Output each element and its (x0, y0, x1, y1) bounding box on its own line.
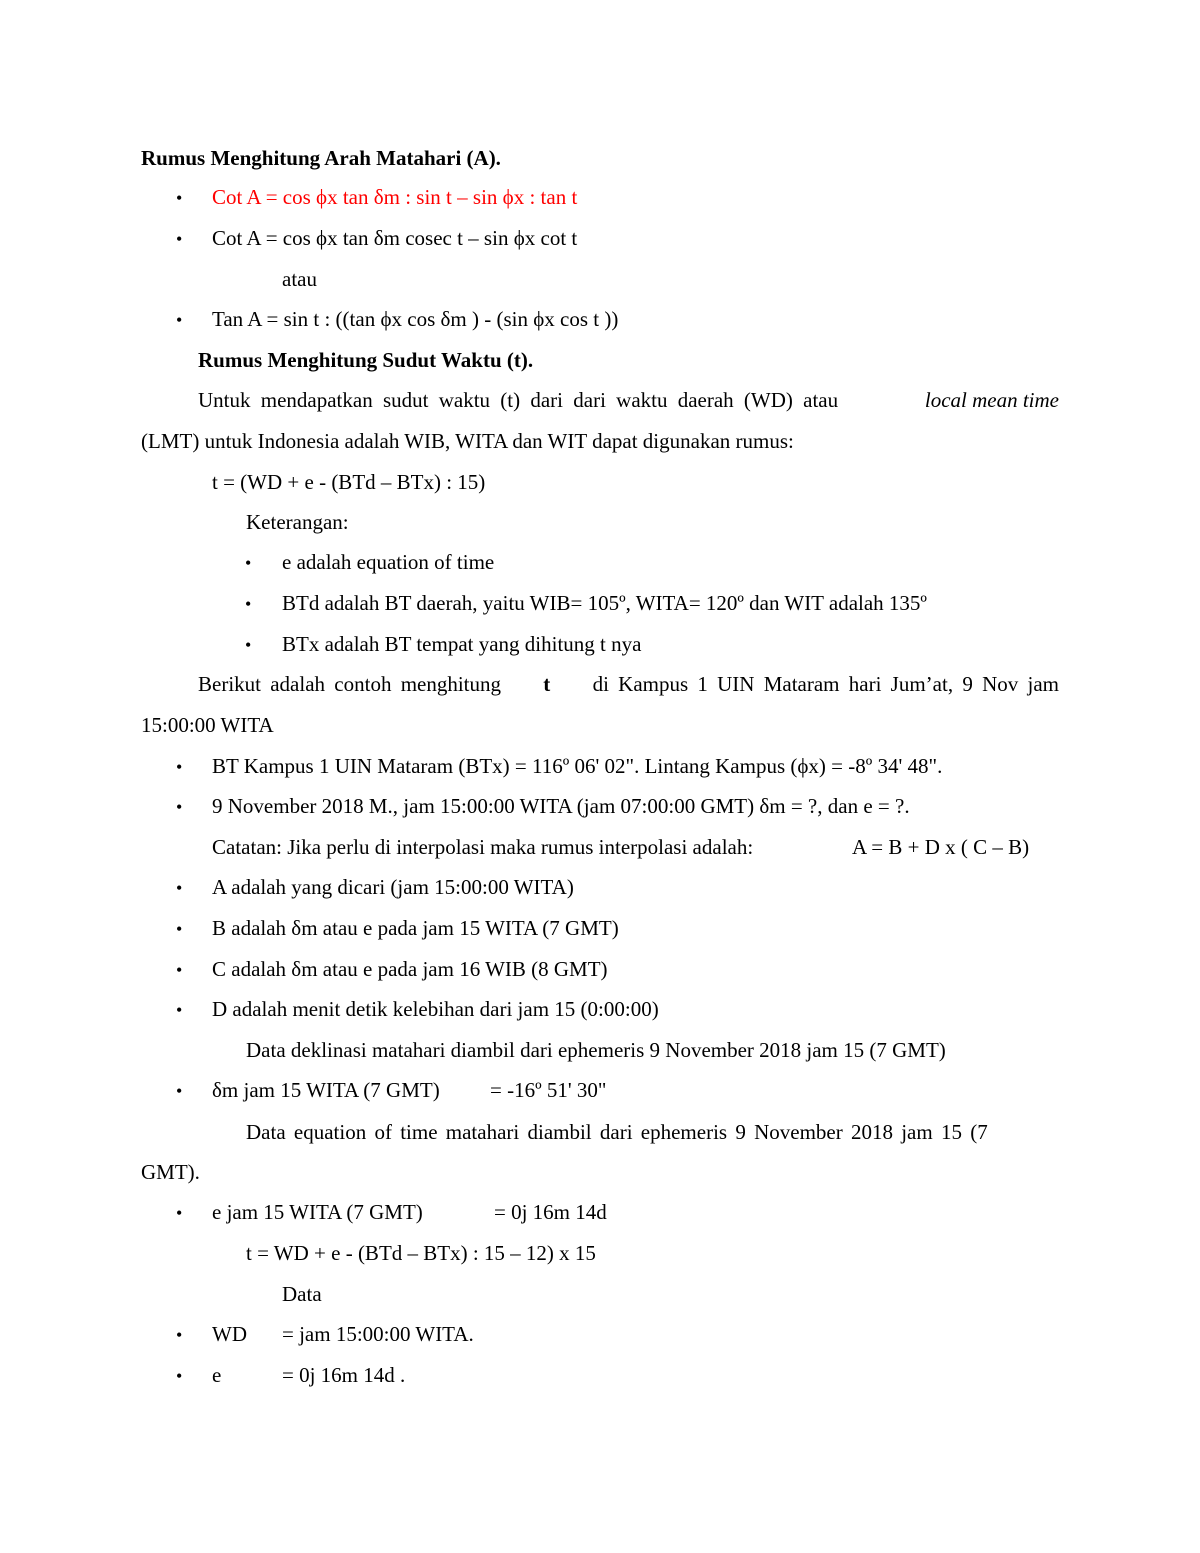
example-line-2: 15:00:00 WITA (141, 713, 274, 737)
note-item: e adalah equation of time (282, 550, 495, 574)
formula-cot-a-cosec: Cot A = cos ϕx tan δm cosec t – sin ϕx cot t (212, 226, 578, 250)
intro-line-1-text: Untuk mendapatkan sudut waktu (t) dari dari waktu daerah (WD) atau (198, 388, 839, 412)
def-item: B adalah δm atau e pada jam 15 WITA (7 GMT) (212, 916, 619, 940)
example-line-1 (198, 671, 1059, 697)
section-a-title: Rumus Menghitung Arah Matahari (A). (141, 146, 501, 170)
deklinasi-note: Data deklinasi matahari diambil dari ephemeris 9 November 2018 jam 15 (7 GMT) (246, 1038, 946, 1062)
bullet-icon: • (245, 635, 252, 655)
bullet-icon: • (176, 960, 183, 980)
bullet-icon: • (176, 310, 183, 330)
section-t-title: Rumus Menghitung Sudut Waktu (t). (198, 348, 534, 372)
data-label: Data (282, 1282, 322, 1306)
def-item: A adalah yang dicari (jam 15:00:00 WITA) (212, 875, 574, 899)
wd-label: WD (212, 1322, 247, 1346)
bullet-icon: • (176, 1081, 183, 1101)
wd-value: = jam 15:00:00 WITA. (282, 1322, 474, 1346)
intro-line-1-italic: local mean time (924, 388, 1059, 412)
bullet-icon: • (176, 1325, 183, 1345)
e2-label: e (212, 1363, 222, 1387)
keterangan-label: Keterangan: (246, 510, 349, 534)
dm-label: δm jam 15 WITA (7 GMT) (212, 1078, 440, 1102)
bullet-icon: • (176, 757, 183, 777)
interpolation-formula: A = B + D x ( C – B) (852, 835, 1030, 859)
dm-value: = -16º 51' 30" (490, 1078, 607, 1102)
bullet-icon: • (176, 188, 183, 208)
bullet-icon: • (176, 1203, 183, 1223)
formula-t: t = (WD + e - (BTd – BTx) : 15) (212, 470, 486, 494)
bullet-icon: • (176, 797, 183, 817)
bt-kampus-line: BT Kampus 1 UIN Mataram (BTx) = 116º 06' 02". Lintang Kampus (ϕx) = -8º 34' 48". (212, 754, 943, 778)
intro-line-2: (LMT) untuk Indonesia adalah WIB, WITA dan WIT dapat digunakan rumus: (141, 429, 794, 453)
note-item: BTx adalah BT tempat yang dihitung t nya (282, 632, 642, 656)
def-item: C adalah δm atau e pada jam 16 WIB (8 GMT) (212, 957, 608, 981)
example-line-1-b: di Kampus 1 UIN Mataram hari Jum’at, 9 Nov jam (592, 672, 1059, 696)
def-item: D adalah menit detik kelebihan dari jam 15 (0:00:00) (212, 997, 659, 1021)
bullet-icon: • (176, 878, 183, 898)
bullet-icon: • (176, 1366, 183, 1386)
eot-note-line-1 (246, 1119, 1059, 1145)
bullet-icon: • (176, 919, 183, 939)
eot-note-line-1-text: Data equation of time matahari diambil dari ephemeris 9 November 2018 jam 15 (7 (246, 1120, 988, 1144)
t-formula-line: t = WD + e - (BTd – BTx) : 15 – 12) x 15 (246, 1241, 596, 1265)
catatan-line: Catatan: Jika perlu di interpolasi maka rumus interpolasi adalah: (212, 835, 754, 859)
eot-note-line-2: GMT). (141, 1160, 200, 1184)
example-line-1-a: Berikut adalah contoh menghitung (198, 672, 502, 696)
e-value: = 0j 16m 14d (494, 1200, 607, 1224)
bullet-icon: • (245, 553, 252, 573)
bullet-icon: • (245, 594, 252, 614)
formula-cot-a-red: Cot A = cos ϕx tan δm : sin t – sin ϕx : tan t (212, 185, 578, 209)
intro-line-1 (198, 387, 1059, 413)
formula-tan-a: Tan A = sin t : ((tan ϕx cos δm ) - (sin ϕx cos t )) (212, 307, 619, 331)
date-line: 9 November 2018 M., jam 15:00:00 WITA (jam 07:00:00 GMT) δm = ?, dan e = ?. (212, 794, 910, 818)
note-item: BTd adalah BT daerah, yaitu WIB= 105º, WITA= 120º dan WIT adalah 135º (282, 591, 927, 615)
e2-value: = 0j 16m 14d . (282, 1363, 406, 1387)
atau-text: atau (282, 267, 317, 291)
bullet-icon: • (176, 229, 183, 249)
bullet-icon: • (176, 1000, 183, 1020)
example-line-1-bold: t (543, 672, 551, 696)
e-label: e jam 15 WITA (7 GMT) (212, 1200, 423, 1224)
